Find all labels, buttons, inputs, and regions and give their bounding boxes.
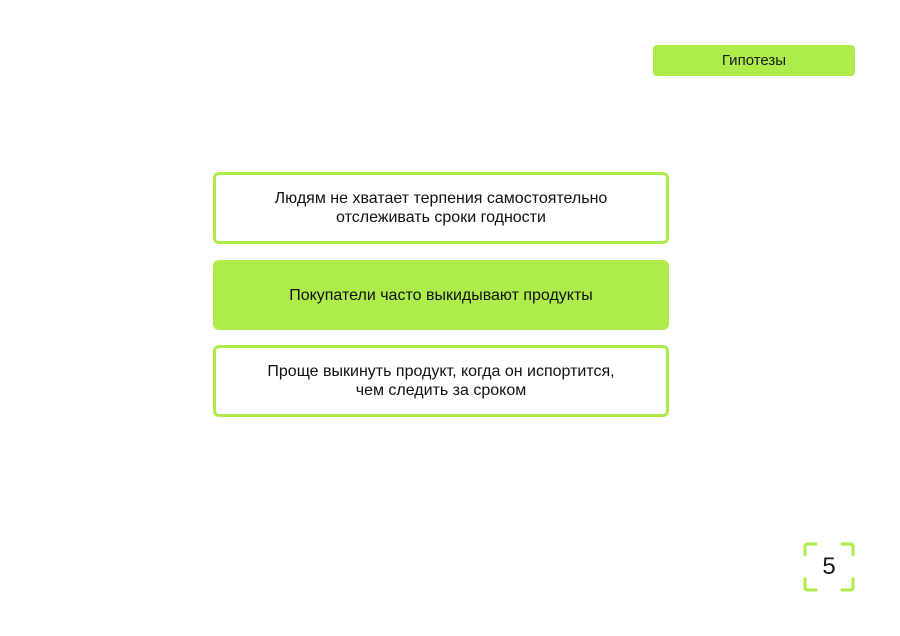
hypothesis-card-1 bbox=[213, 172, 669, 244]
hypothesis-text-3: Проще выкинуть продукт, когда он испортится, чем следить за сроком bbox=[267, 363, 615, 399]
hypothesis-card-3 bbox=[213, 345, 669, 417]
section-tag-label: Гипотезы bbox=[721, 52, 787, 69]
section-tag bbox=[653, 45, 855, 76]
page-number: 5 bbox=[822, 553, 836, 580]
page-number-badge bbox=[803, 542, 855, 592]
hypothesis-text-1: Людям не хватает терпения самостоятельно отслеживать сроки годности bbox=[274, 190, 608, 226]
hypothesis-card-2 bbox=[213, 260, 669, 330]
hypothesis-text-2: Покупатели часто выкидывают продукты bbox=[289, 286, 593, 304]
